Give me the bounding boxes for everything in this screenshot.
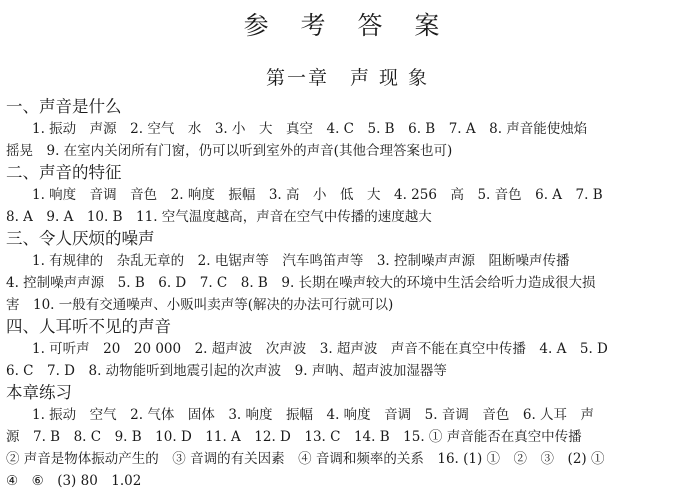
answer-line: 8. A 9. A 10. B 11. 空气温度越高，声音在空气中传播的速度越大: [6, 209, 432, 225]
answer-line: 1. 有规律的 杂乱无章的 2. 电锯声等 汽车鸣笛声等 3. 控制噪声声源 阻断噪声传播: [32, 253, 570, 269]
section-5: [6, 382, 690, 492]
section-4: [6, 316, 690, 382]
answer-content: [6, 96, 690, 492]
answer-line: 1. 振动 空气 2. 气体 固体 3. 响度 振幅 4. 响度 音调 5. 音调 音色 6. 人耳 声: [32, 407, 595, 423]
answer-line: 1. 可听声 20 20 000 2. 超声波 次声波 3. 超声波 声音不能在真空中传播 4. A 5. D: [32, 341, 608, 357]
answer-line: ② 声音是物体振动产生的 ③ 音调的有关因素 ④ 音调和频率的关系 16. (1) ① ② ③ (2) ①: [6, 451, 605, 467]
section-heading: 一、声音是什么: [6, 97, 122, 116]
answer-line: 源 7. B 8. C 9. B 10. D 11. A 12. D 13. C 14. B 15. ① 声音能否在真空中传播: [6, 429, 582, 445]
section-2: [6, 162, 690, 228]
section-3: [6, 228, 690, 316]
section-heading: 四、人耳听不见的声音: [6, 317, 171, 336]
section-heading: 本章练习: [6, 383, 72, 402]
section-1: [6, 96, 690, 162]
section-heading: 二、声音的特征: [6, 163, 122, 182]
section-heading: 三、令人厌烦的噪声: [6, 229, 155, 248]
answer-line: 6. C 7. D 8. 动物能听到地震引起的次声波 9. 声呐、超声波加湿器等: [6, 363, 447, 379]
answer-line: 1. 振动 声源 2. 空气 水 3. 小 大 真空 4. C 5. B 6. B 7. A 8. 声音能使烛焰: [32, 121, 588, 137]
answer-line: ④ ⑥ (3) 80 1.02: [6, 473, 142, 489]
answer-line: 摇晃 9. 在室内关闭所有门窗，仍可以听到室外的声音(其他合理答案也可): [6, 143, 453, 159]
answer-line: 4. 控制噪声声源 5. B 6. D 7. C 8. B 9. 长期在噪声较大的环境中生活会给听力造成很大损: [6, 275, 596, 291]
chapter-title: 第一章 声 现 象: [265, 67, 430, 89]
answer-line: 害 10. 一般有交通噪声、小贩叫卖声等(解决的办法可行就可以): [6, 297, 394, 313]
answer-line: 1. 响度 音调 音色 2. 响度 振幅 3. 高 小 低 大 4. 256 高 5. 音色 6. A 7. B: [32, 187, 603, 203]
page-title: 参 考 答 案: [243, 11, 452, 40]
